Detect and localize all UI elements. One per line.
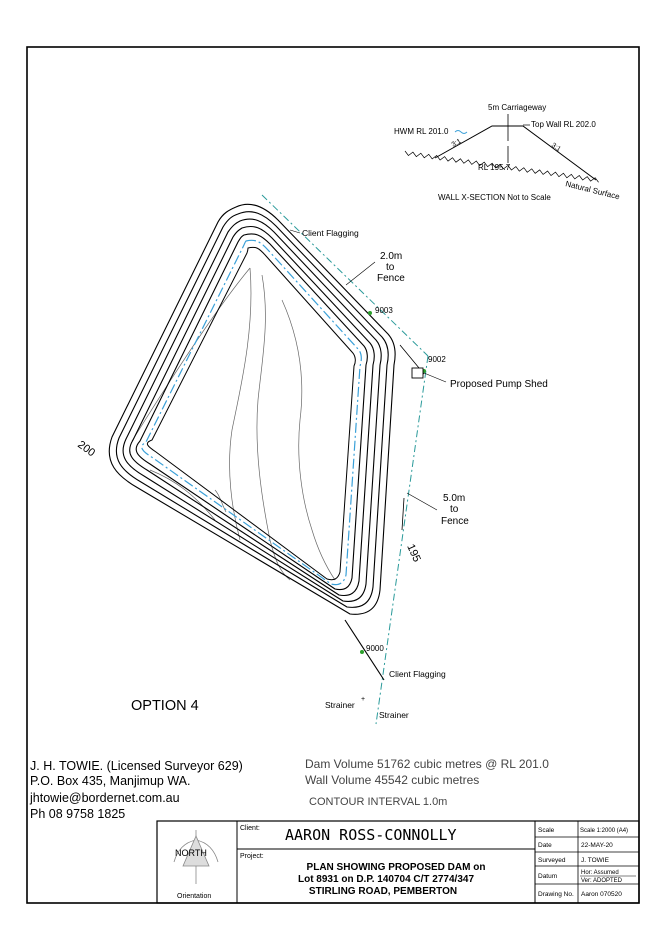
drawing-field-label: Drawing No. (538, 891, 574, 898)
client-name: AARON ROSS-CONNOLLY (285, 826, 457, 844)
dam-floor-edge (147, 247, 355, 579)
surveyor-details (29, 759, 243, 821)
surveyor-name: J. H. TOWIE. (Licensed Surveyor 629) (30, 759, 243, 773)
wall-section-caption: WALL X-SECTION Not to Scale (438, 193, 551, 202)
client-flagging-bottom-label: Client Flagging (389, 669, 446, 679)
leader-line (346, 262, 375, 285)
pump-shed-symbol (412, 368, 423, 378)
surveyor-phone: Ph 08 9758 1825 (30, 807, 126, 821)
peg-9003-marker (368, 311, 372, 315)
leader-line (407, 493, 437, 510)
carriageway-label: 5m Carriageway (488, 103, 547, 112)
dam-wall-ring (136, 234, 367, 590)
strainer-1-label: Strainer (325, 700, 355, 710)
strainer-1-mark: + (361, 696, 366, 703)
wall-volume: Wall Volume 45542 cubic metres (305, 773, 480, 787)
pump-shed-label: Proposed Pump Shed (450, 379, 548, 390)
water-level-symbol (455, 131, 467, 134)
terrain-contour (282, 300, 335, 580)
scale-field-label: Scale (538, 827, 555, 834)
slope-left-label: 3:1 (450, 138, 463, 149)
project-line-2: Lot 8931 on D.P. 140704 C/T 2774/347 (297, 874, 475, 885)
project-line-1: PLAN SHOWING PROPOSED DAM on (306, 862, 486, 873)
datum-ver: Ver: ADOPTED (581, 878, 623, 884)
hwm-label: HWM RL 201.0 (394, 127, 449, 136)
rl-base-label: RL 195.7 (478, 163, 511, 172)
peg-9000-marker (360, 650, 364, 654)
orientation-label: Orientation (177, 893, 212, 900)
project-line-3: STIRLING ROAD, PEMBERTON (308, 886, 458, 897)
plan-annotations (75, 228, 548, 720)
contour-interval: CONTOUR INTERVAL 1.0m (309, 796, 448, 808)
terrain-contour (230, 268, 251, 540)
fence-right-to: to (450, 504, 459, 515)
date-field-label: Date (538, 842, 552, 849)
option-label: OPTION 4 (131, 698, 199, 714)
surveyed-field-label: Surveyed (538, 857, 566, 864)
leader-line (424, 373, 446, 382)
client-field-label: Client: (240, 825, 260, 832)
fence-top-fence: Fence (377, 273, 405, 284)
project-field-label: Project: (240, 853, 264, 860)
contour-200-label: 200 (75, 438, 98, 460)
fence-right-distance: 5.0m (443, 493, 466, 504)
surveyed-value: J. TOWIE (581, 857, 609, 864)
scale-value: Scale 1:2000 (A4) (580, 828, 629, 834)
client-flagging-top-label: Client Flagging (302, 228, 359, 238)
contour-195-label: 195 (404, 542, 423, 564)
title-block-text (175, 825, 636, 900)
strainer-2-label: Strainer (379, 710, 409, 720)
datum-field-label: Datum (538, 873, 558, 880)
fence-right-fence: Fence (441, 516, 469, 527)
wall-cross-section (394, 103, 621, 202)
dam-volume: Dam Volume 51762 cubic metres @ RL 201.0 (305, 757, 549, 771)
peg-9002-label: 9002 (428, 355, 446, 364)
slope-right-label: 3:1 (549, 141, 562, 154)
datum-hor: Hor: Assumed (581, 870, 619, 876)
date-value: 22-MAY-20 (581, 842, 613, 849)
terrain-contour (132, 268, 250, 441)
dam-wall-ring (116, 212, 388, 608)
surveyor-email: jhtowie@bordernet.com.au (30, 791, 180, 805)
dam-wall-ring (123, 219, 381, 601)
natural-surface-label: Natural Surface (564, 179, 621, 202)
peg-9003-label: 9003 (375, 306, 393, 315)
volume-notes (305, 757, 549, 808)
north-label: NORTH (175, 848, 207, 858)
surveyor-address: P.O. Box 435, Manjimup WA. (30, 774, 191, 788)
peg-9000-label: 9000 (366, 644, 384, 653)
top-wall-label: Top Wall RL 202.0 (531, 120, 596, 129)
embankment-profile (435, 126, 596, 180)
fence-top-distance: 2.0m (380, 251, 403, 262)
fence-top-to: to (386, 262, 395, 273)
terrain-contour (257, 275, 290, 580)
drawing-value: Aaron 070520 (581, 891, 622, 898)
